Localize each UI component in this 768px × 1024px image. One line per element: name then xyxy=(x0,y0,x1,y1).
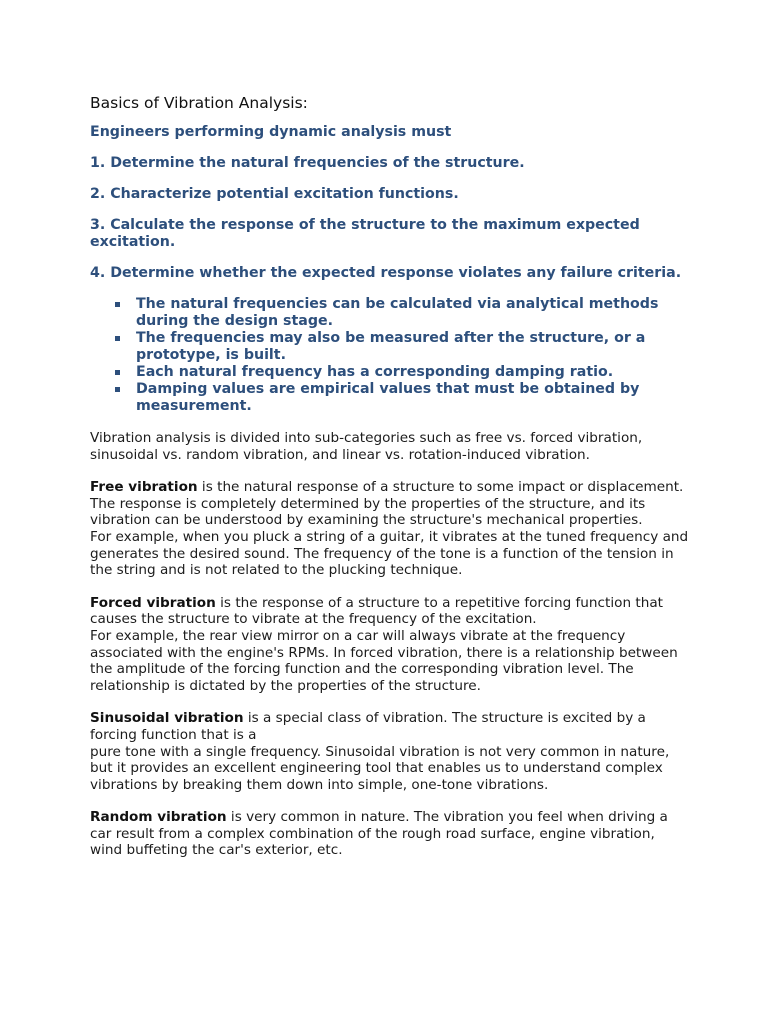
random-vibration-text: is very common in nature. The vibration you feel when driving a car result from a complex combination of the rough road surface, engine vibration, wind buffeting the car's exterior, etc. xyxy=(90,809,668,859)
free-vibration-text: is the natural response of a structure to some impact or displacement. The response is completely determined by the properties of the structure, and its vibration can be understood by examining the structure's mechanical properties. xyxy=(90,479,684,529)
list-item xyxy=(115,330,690,364)
overview-paragraph: Vibration analysis is divided into sub-categories such as free vs. forced vibration, sinusoidal vs. random vibration, and linear vs. rotation-induced vibration. xyxy=(90,430,643,463)
square-bullet-icon xyxy=(115,336,120,341)
list-item xyxy=(115,381,690,415)
step-3: 3. Calculate the response of the structure to the maximum expected excitation. xyxy=(90,217,640,250)
step-4: 4. Determine whether the expected response violates any failure criteria. xyxy=(90,265,682,281)
list-item xyxy=(115,364,690,381)
intro-line: Engineers performing dynamic analysis must xyxy=(90,124,452,140)
square-bullet-icon xyxy=(115,387,120,392)
forced-vibration-term: Forced vibration xyxy=(90,594,216,611)
square-bullet-icon xyxy=(115,302,120,307)
forced-vibration-example: For example, the rear view mirror on a car will always vibrate at the frequency associated with the engine's RPMs. In forced vibration, there is a relationship between the amplitude of the forcing function and the corresponding vibration level. The relationship is dictated by the properties of the structure. xyxy=(90,627,678,694)
square-bullet-icon xyxy=(115,370,120,375)
document-content xyxy=(90,94,690,875)
random-vibration-paragraph xyxy=(90,809,690,859)
forced-vibration-text: is the response of a structure to a repetitive forcing function that causes the structure to vibrate at the frequency of the excitation. xyxy=(90,594,663,628)
sinusoidal-vibration-paragraph xyxy=(90,710,690,793)
sinusoidal-vibration-text: is a special class of vibration. The structure is excited by a forcing function that is a xyxy=(90,710,646,743)
bullet-text: The frequencies may also be measured after the structure, or a prototype, is built. xyxy=(136,330,646,363)
free-vibration-paragraph xyxy=(90,479,690,579)
step-2: 2. Characterize potential excitation functions. xyxy=(90,186,459,202)
bullet-text: Damping values are empirical values that must be obtained by measurement. xyxy=(136,381,640,414)
step-1: 1. Determine the natural frequencies of the structure. xyxy=(90,155,525,171)
free-vibration-example: For example, when you pluck a string of a guitar, it vibrates at the tuned frequency and generates the desired sound. The frequency of the tone is a function of the tension in the string and is not related to the plucking technique. xyxy=(90,528,689,579)
bullet-list xyxy=(90,296,690,415)
page-title: Basics of Vibration Analysis: xyxy=(90,94,308,112)
sinusoidal-vibration-term: Sinusoidal vibration xyxy=(90,710,244,727)
random-vibration-term: Random vibration xyxy=(90,809,227,826)
bullet-text: Each natural frequency has a corresponding damping ratio. xyxy=(136,364,614,380)
sinusoidal-vibration-detail: pure tone with a single frequency. Sinusoidal vibration is not very common in nature, but it provides an excellent engineering tool that enables us to understand complex vibrations by breaking them down into simple, one-tone vibrations. xyxy=(90,743,670,793)
list-item xyxy=(115,296,690,330)
bullet-text: The natural frequencies can be calculated via analytical methods during the design stage. xyxy=(136,296,659,329)
free-vibration-term: Free vibration xyxy=(90,479,198,496)
forced-vibration-paragraph xyxy=(90,595,690,695)
